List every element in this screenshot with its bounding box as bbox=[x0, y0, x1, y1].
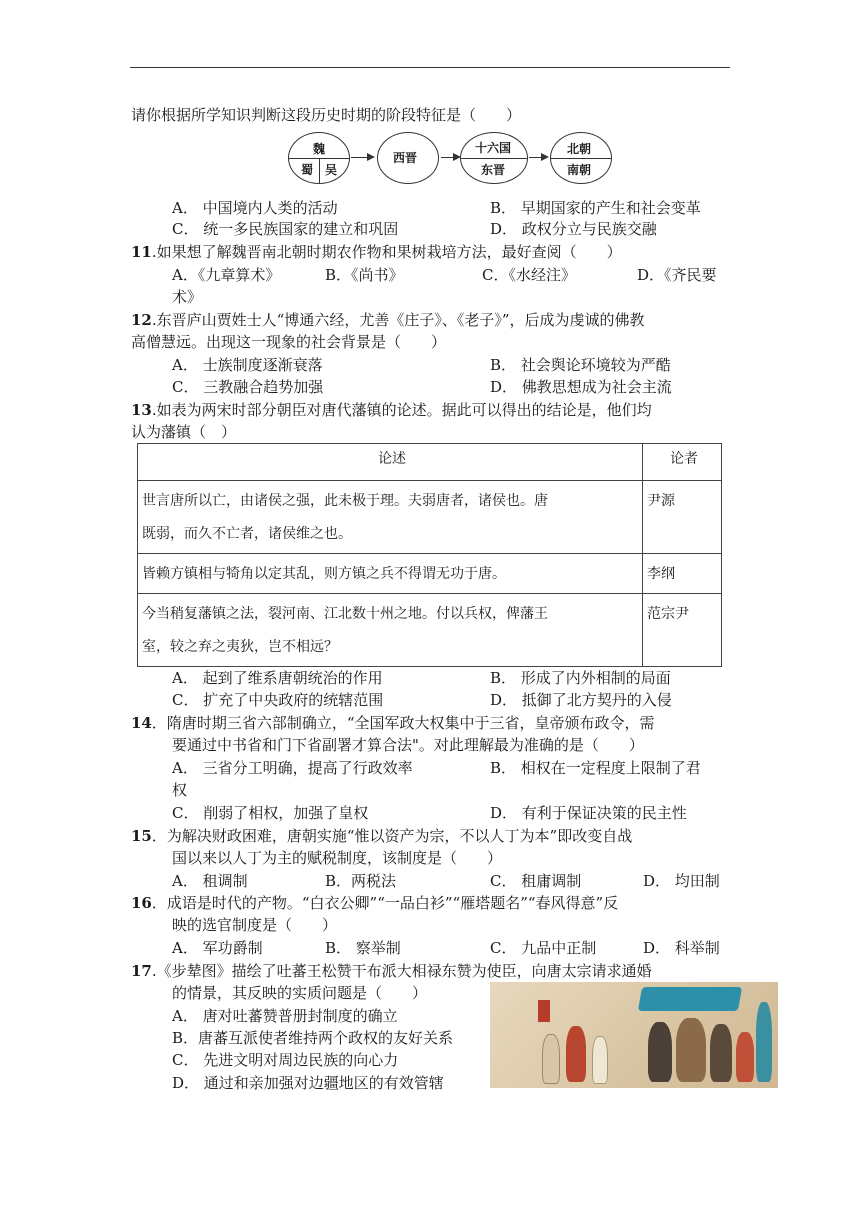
table-cell-author: 尹源 bbox=[643, 481, 722, 554]
q14-option-b-cont: 权 bbox=[172, 781, 188, 799]
q15-option-a[interactable]: A． 租调制 bbox=[172, 872, 248, 890]
q17-option-d[interactable]: D． 通过和亲加强对边疆地区的有效管辖 bbox=[172, 1074, 444, 1092]
q16-option-d[interactable]: D． 科举制 bbox=[643, 939, 720, 957]
q12-stem: 12.东晋庐山贾姓士人“博通六经，尤善《庄子》、《老子》”，后成为虔诚的佛教 bbox=[131, 311, 645, 329]
table-cell-statement: 世言唐所以亡，由诸侯之强，此未极于理。夫弱唐者，诸侯也。唐 既弱，而久不亡者，诸侯维之也。 bbox=[138, 481, 643, 554]
q13-table bbox=[137, 443, 722, 667]
stage-three-kingdoms: 魏 蜀 吴 bbox=[288, 132, 350, 184]
q12-option-b[interactable]: B． 社会舆论环境较为严酷 bbox=[490, 356, 671, 374]
q17-option-c[interactable]: C． 先进文明对周边民族的向心力 bbox=[172, 1051, 399, 1069]
q11-stem: 11.如果想了解魏晋南北朝时期农作物和果树栽培方法，最好查阅（ ） bbox=[131, 243, 622, 261]
q12-option-d[interactable]: D． 佛教思想成为社会主流 bbox=[490, 378, 672, 396]
arrow-icon bbox=[529, 157, 547, 158]
painting-figure bbox=[736, 1032, 754, 1082]
table-row bbox=[138, 554, 722, 594]
q17-option-b[interactable]: B．唐蕃互派使者维持两个政权的友好关系 bbox=[172, 1029, 454, 1047]
table-cell-author: 李纲 bbox=[643, 554, 722, 594]
q15-option-b[interactable]: B．两税法 bbox=[325, 872, 397, 890]
table-cell-author: 范宗尹 bbox=[643, 594, 722, 667]
arrow-icon bbox=[441, 157, 459, 158]
painting-canopy bbox=[638, 987, 742, 1011]
q14-option-c[interactable]: C． 削弱了相权，加强了皇权 bbox=[172, 804, 369, 822]
stage-sixteen-kingdoms: 十六国 东晋 bbox=[460, 132, 528, 184]
q16-stem: 16．成语是时代的产物。“白衣公卿”“一品白衫”“雁塔题名”“春风得意”反 bbox=[131, 894, 619, 912]
table-cell-statement: 今当稍复藩镇之法，裂河南、江北数十州之地。付以兵权，俾藩王 室，较之弃之夷狄，岂不相远？ bbox=[138, 594, 643, 667]
q12-option-c[interactable]: C． 三教融合趋势加强 bbox=[172, 378, 324, 396]
table-cell-statement: 皆赖方镇相与犄角以定其乱，则方镇之兵不得谓无功于唐。 bbox=[138, 554, 643, 594]
q11-option-d-cont: 术》 bbox=[172, 288, 203, 306]
q16-stem-cont: 映的选官制度是（ ） bbox=[172, 916, 338, 934]
painting-figure bbox=[648, 1022, 672, 1082]
table-row bbox=[138, 481, 722, 554]
q14-stem: 14．隋唐时期三省六部制确立，“全国军政大权集中于三省，皇帝颁布政令，需 bbox=[131, 714, 655, 732]
q13-option-d[interactable]: D． 抵御了北方契丹的入侵 bbox=[490, 691, 672, 709]
q10-option-a[interactable]: A． 中国境内人类的活动 bbox=[172, 199, 338, 217]
q16-option-a[interactable]: A． 军功爵制 bbox=[172, 939, 263, 957]
q13-stem: 13.如表为两宋时部分朝臣对唐代藩镇的论述。据此可以得出的结论是，他们均 bbox=[131, 401, 652, 419]
q13-option-b[interactable]: B． 形成了内外相制的局面 bbox=[490, 669, 671, 687]
arrow-icon bbox=[351, 157, 373, 158]
table-header-row bbox=[138, 444, 722, 481]
q17-stem: 17.《步辇图》描绘了吐蕃王松赞干布派大相禄东赞为使臣，向唐太宗请求通婚 bbox=[131, 962, 652, 980]
table-header-statement: 论述 bbox=[138, 444, 643, 481]
q10-option-d[interactable]: D． 政权分立与民族交融 bbox=[490, 220, 657, 238]
q13-option-a[interactable]: A． 起到了维系唐朝统治的作用 bbox=[172, 669, 383, 687]
q10-option-b[interactable]: B． 早期国家的产生和社会变革 bbox=[490, 199, 701, 217]
q14-stem-cont: 要通过中书省和门下省副署才算合法"。对此理解最为准确的是（ ） bbox=[172, 736, 644, 754]
q13-stem-cont: 认为藩镇（ ） bbox=[131, 423, 237, 441]
q11-option-b[interactable]: B．《尚书》 bbox=[325, 266, 404, 284]
q16-option-b[interactable]: B． 察举制 bbox=[325, 939, 401, 957]
q16-option-c[interactable]: C． 九品中正制 bbox=[490, 939, 597, 957]
q15-option-d[interactable]: D． 均田制 bbox=[643, 872, 720, 890]
q10-option-c[interactable]: C． 统一多民族国家的建立和巩固 bbox=[172, 220, 399, 238]
painting-figure bbox=[592, 1036, 608, 1084]
painting-figure bbox=[566, 1026, 586, 1082]
q17-option-a[interactable]: A． 唐对吐蕃赞普册封制度的确立 bbox=[172, 1007, 398, 1025]
q14-option-a[interactable]: A． 三省分工明确，提高了行政效率 bbox=[172, 759, 413, 777]
bu-nian-tu-painting bbox=[490, 982, 778, 1088]
q15-option-c[interactable]: C． 租庸调制 bbox=[490, 872, 582, 890]
q17-stem-cont: 的情景，其反映的实质问题是（ ） bbox=[172, 984, 428, 1002]
painting-inscription bbox=[498, 1002, 538, 1062]
question-intro: 请你根据所学知识判断这段历史时期的阶段特征是（ ） bbox=[131, 106, 522, 124]
period-diagram bbox=[288, 130, 613, 188]
q12-stem-cont: 高僧慧远。出现这一现象的社会背景是（ ） bbox=[131, 333, 447, 351]
q15-stem: 15．为解决财政困难，唐朝实施“惟以资产为宗，不以人丁为本”即改变自战 bbox=[131, 827, 633, 845]
q11-option-a[interactable]: A．《九章算术》 bbox=[172, 266, 281, 284]
q12-option-a[interactable]: A． 士族制度逐渐衰落 bbox=[172, 356, 323, 374]
table-header-author: 论者 bbox=[643, 444, 722, 481]
table-row bbox=[138, 594, 722, 667]
header-rule bbox=[130, 67, 730, 68]
q13-option-c[interactable]: C． 扩充了中央政府的统辖范围 bbox=[172, 691, 384, 709]
painting-figure bbox=[710, 1024, 732, 1082]
q11-option-c[interactable]: C．《水经注》 bbox=[482, 266, 576, 284]
q11-option-d[interactable]: D．《齐民要 bbox=[637, 266, 717, 284]
stage-northern-southern: 北朝 南朝 bbox=[550, 132, 612, 184]
red-seal-stamp bbox=[538, 1000, 550, 1022]
painting-figure bbox=[756, 1002, 772, 1082]
q14-option-d[interactable]: D． 有利于保证决策的民主性 bbox=[490, 804, 687, 822]
q14-option-b[interactable]: B． 相权在一定程度上限制了君 bbox=[490, 759, 701, 777]
painting-figure bbox=[542, 1034, 560, 1084]
painting-figure bbox=[676, 1018, 706, 1082]
stage-western-jin: 西晋 bbox=[377, 132, 439, 184]
q15-stem-cont: 国以来以人丁为主的赋税制度，该制度是（ ） bbox=[172, 849, 503, 867]
